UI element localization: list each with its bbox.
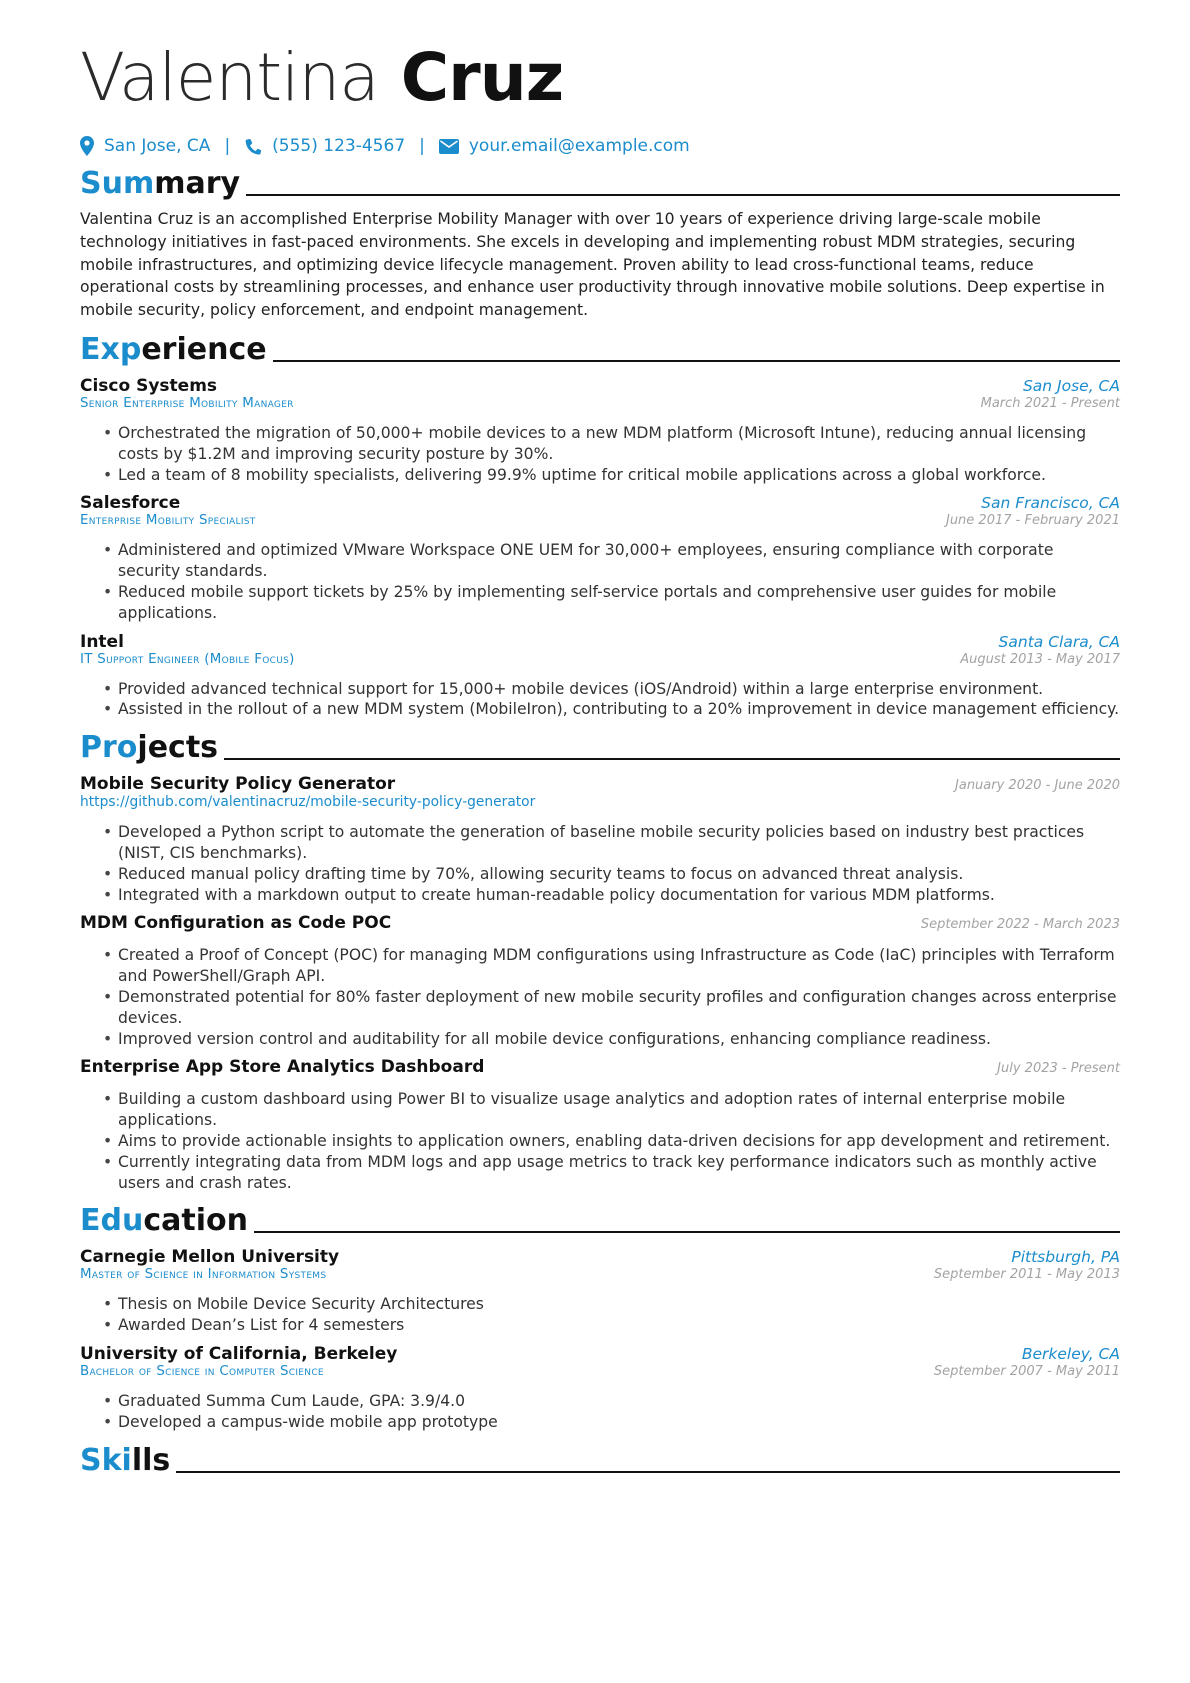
experience-entry bbox=[80, 376, 1120, 485]
skills-heading bbox=[80, 1443, 1120, 1479]
bullet-item: • Provided advanced technical support for 15,000+ mobile devices (iOS/Android) within a large enterprise environment. bbox=[104, 679, 1120, 700]
last-name: Cruz bbox=[400, 39, 564, 116]
school-dates: September 2007 - May 2011 bbox=[933, 1363, 1120, 1379]
section-rule bbox=[246, 194, 1120, 196]
email-link[interactable]: your.email@example.com bbox=[468, 136, 690, 156]
bullet-item: • Led a team of 8 mobility specialists, delivering 99.9% uptime for critical mobile applications across a global workforce. bbox=[104, 465, 1120, 486]
project-entry bbox=[80, 774, 1120, 905]
bullet-item: • Graduated Summa Cum Laude, GPA: 3.9/4.0 bbox=[104, 1391, 1120, 1412]
school-location: Berkeley, CA bbox=[1021, 1344, 1120, 1363]
projects-heading bbox=[80, 730, 1120, 766]
title-highlight: Exp bbox=[80, 331, 142, 367]
location-text: San Jose, CA bbox=[104, 136, 211, 156]
project-dates: September 2022 - March 2023 bbox=[920, 917, 1120, 933]
title-highlight: Pro bbox=[80, 730, 138, 766]
experience-entry bbox=[80, 632, 1120, 721]
bullet-list bbox=[80, 423, 1120, 485]
bullet-item: • Aims to provide actionable insights to application owners, enabling data-driven decisions for app development and retirement. bbox=[104, 1131, 1120, 1152]
title-rest: mary bbox=[154, 166, 241, 201]
section-title bbox=[80, 1203, 248, 1239]
contact-separator: | bbox=[224, 136, 231, 156]
section-rule bbox=[254, 1231, 1120, 1233]
education-entry bbox=[80, 1344, 1120, 1433]
job-title: Enterprise Mobility Specialist bbox=[80, 513, 256, 529]
bullet-item: • Reduced manual policy drafting time by 70%, allowing security teams to focus on advanced threat analysis. bbox=[104, 864, 1120, 885]
job-location: San Francisco, CA bbox=[981, 494, 1120, 513]
bullet-item: • Integrated with a markdown output to create human-readable policy documentation for various MDM platforms. bbox=[104, 885, 1120, 906]
job-title: Senior Enterprise Mobility Manager bbox=[80, 395, 294, 411]
contact-separator: | bbox=[419, 136, 425, 156]
project-entry bbox=[80, 1057, 1120, 1193]
job-dates: June 2017 - February 2021 bbox=[945, 513, 1120, 529]
location-item bbox=[80, 136, 210, 156]
bullet-item: • Building a custom dashboard using Power BI to visualize usage analytics and adoption rates of internal enterprise mobile applications. bbox=[104, 1089, 1120, 1131]
section-title bbox=[80, 332, 267, 368]
school-dates: September 2011 - May 2013 bbox=[933, 1267, 1120, 1283]
section-rule bbox=[224, 758, 1120, 760]
bullet-item: • Created a Proof of Concept (POC) for managing MDM configurations using Infrastructure as Code (IaC) principles with Terraform and PowerShell/Graph API. bbox=[104, 945, 1120, 987]
project-entry bbox=[80, 913, 1120, 1049]
phone-text: (555) 123-4567 bbox=[272, 136, 406, 156]
contact-line bbox=[80, 136, 1120, 156]
summary-heading bbox=[80, 166, 1120, 202]
bullet-item: • Awarded Dean’s List for 4 semesters bbox=[104, 1315, 1120, 1336]
title-rest: erience bbox=[141, 331, 267, 367]
bullet-item: • Reduced mobile support tickets by 25% by implementing self-service portals and comprehensive user guides for mobile applications. bbox=[104, 582, 1120, 624]
school-location: Pittsburgh, PA bbox=[1011, 1248, 1120, 1267]
section-rule bbox=[273, 360, 1120, 362]
section-title bbox=[80, 166, 240, 202]
bullet-list bbox=[80, 679, 1120, 721]
title-highlight: Edu bbox=[80, 1203, 144, 1239]
first-name: Valentina bbox=[80, 39, 379, 116]
bullet-item: • Orchestrated the migration of 50,000+ mobile devices to a new MDM platform (Microsoft Intune), reducing annual licensing costs by $1.2M and improving security posture by 30%. bbox=[104, 423, 1120, 465]
company-name: Cisco Systems bbox=[80, 375, 218, 396]
project-dates: January 2020 - June 2020 bbox=[955, 778, 1120, 794]
title-rest: jects bbox=[137, 730, 219, 766]
job-location: Santa Clara, CA bbox=[998, 632, 1120, 651]
bullet-list bbox=[80, 1089, 1120, 1193]
candidate-name bbox=[80, 38, 1120, 118]
school-name: University of California, Berkeley bbox=[80, 1343, 398, 1364]
phone-item bbox=[244, 136, 405, 156]
phone-icon bbox=[244, 137, 262, 155]
title-highlight: Sum bbox=[80, 166, 155, 201]
company-name: Salesforce bbox=[80, 493, 181, 514]
bullet-list bbox=[80, 1391, 1120, 1433]
project-link[interactable]: https://github.com/valentinacruz/mobile-security-policy-generator bbox=[80, 794, 536, 811]
job-dates: August 2013 - May 2017 bbox=[960, 651, 1120, 667]
section-rule bbox=[176, 1471, 1120, 1473]
company-name: Intel bbox=[80, 631, 124, 652]
degree: Master of Science in Information Systems bbox=[80, 1267, 327, 1283]
bullet-item: • Improved version control and auditability for all mobile device configurations, enhancing compliance readiness. bbox=[104, 1029, 1120, 1050]
bullet-item: • Demonstrated potential for 80% faster deployment of new mobile security profiles and configuration changes across enterprise devices. bbox=[104, 987, 1120, 1029]
bullet-item: • Assisted in the rollout of a new MDM system (MobileIron), contributing to a 20% improvement in device management efficiency. bbox=[104, 699, 1120, 720]
job-location: San Jose, CA bbox=[1022, 376, 1120, 395]
bullet-list bbox=[80, 1294, 1120, 1336]
title-rest: lls bbox=[131, 1442, 171, 1478]
bullet-item: • Thesis on Mobile Device Security Architectures bbox=[104, 1294, 1120, 1315]
bullet-list bbox=[80, 540, 1120, 623]
bullet-list bbox=[80, 822, 1120, 905]
education-heading bbox=[80, 1203, 1120, 1239]
summary-text: Valentina Cruz is an accomplished Enterprise Mobility Manager with over 10 years of experience driving large-scale mobile technology initiatives in fast-paced environments. She excels in developing and implementing robust MDM strategies, securing mobile infrastructures, and optimizing device lifecycle management. Proven ability to lead cross-functional teams, reduce operational costs by streamlining processes, and enhance user productivity through innovative mobile solutions. Deep expertise in mobile security, policy enforcement, and endpoint management. bbox=[80, 210, 1105, 320]
school-name: Carnegie Mellon University bbox=[80, 1247, 340, 1268]
envelope-icon bbox=[439, 139, 459, 154]
degree: Bachelor of Science in Computer Science bbox=[80, 1363, 324, 1379]
job-dates: March 2021 - Present bbox=[980, 395, 1120, 411]
title-highlight: Ski bbox=[80, 1442, 132, 1478]
section-title bbox=[80, 1443, 170, 1479]
map-pin-icon bbox=[80, 136, 94, 156]
bullet-item: • Developed a Python script to automate the generation of baseline mobile security policies based on industry best practices (NIST, CIS benchmarks). bbox=[104, 822, 1120, 864]
project-name: Mobile Security Policy Generator bbox=[80, 774, 396, 795]
bullet-item: • Administered and optimized VMware Workspace ONE UEM for 30,000+ employees, ensuring compliance with corporate security standards. bbox=[104, 540, 1120, 582]
experience-entry bbox=[80, 493, 1120, 623]
project-name: Enterprise App Store Analytics Dashboard bbox=[80, 1057, 485, 1078]
project-dates: July 2023 - Present bbox=[997, 1061, 1120, 1077]
section-title bbox=[80, 730, 218, 766]
project-name: MDM Configuration as Code POC bbox=[80, 913, 392, 934]
bullet-list bbox=[80, 945, 1120, 1049]
job-title: IT Support Engineer (Mobile Focus) bbox=[80, 651, 295, 667]
experience-heading bbox=[80, 332, 1120, 368]
education-entry bbox=[80, 1247, 1120, 1336]
bullet-item: • Developed a campus-wide mobile app prototype bbox=[104, 1412, 1120, 1433]
email-item[interactable] bbox=[439, 136, 690, 156]
title-rest: cation bbox=[143, 1203, 248, 1239]
bullet-item: • Currently integrating data from MDM logs and app usage metrics to track key performance indicators such as monthly active users and crash rates. bbox=[104, 1152, 1120, 1194]
